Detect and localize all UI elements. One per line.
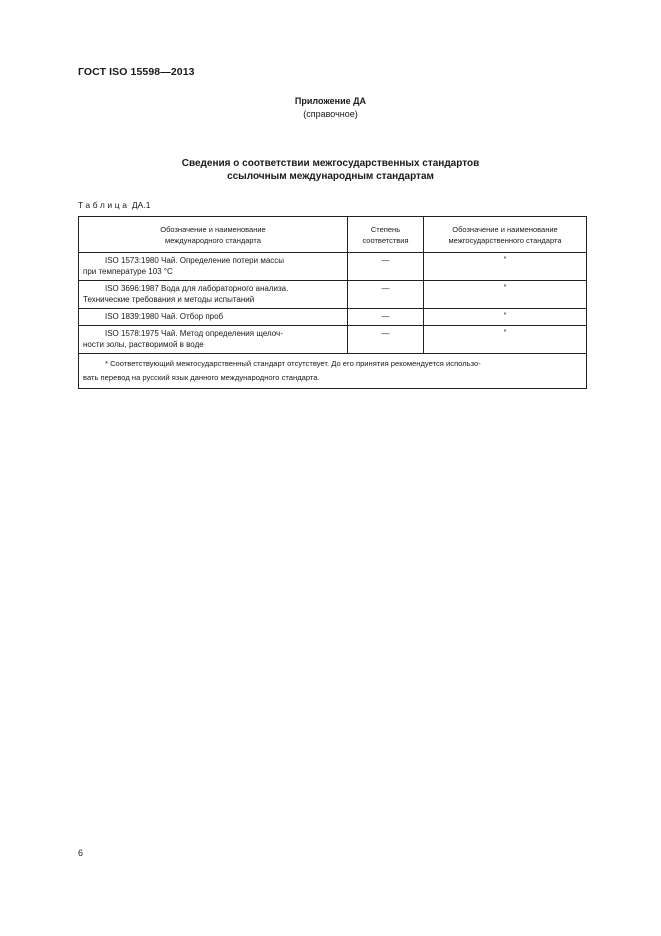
table-row <box>79 253 587 281</box>
degree-cell: — <box>348 281 424 309</box>
degree-cell: — <box>348 253 424 281</box>
document-id: ГОСТ ISO 15598—2013 <box>78 66 195 78</box>
interstate-standard-cell: * <box>424 281 587 309</box>
header-international-standard: Обозначение и наименование международного стандарта <box>79 217 348 253</box>
page-number: 6 <box>78 848 84 858</box>
table-footnote-row <box>79 354 587 389</box>
table-row <box>79 281 587 309</box>
international-standard-cell: ISO 1578:1975 Чай. Метод определения щелоч- ности золы, растворимой в воде <box>79 326 348 354</box>
annex-title: Приложение ДА <box>294 96 367 106</box>
table-caption-word: Таблица <box>78 200 130 210</box>
header-degree-of-conformity: Степень соответствия <box>348 217 424 253</box>
degree-cell: — <box>348 326 424 354</box>
standards-correspondence-table <box>78 216 587 389</box>
section-heading-line-2: ссылочным международным стандартам <box>227 171 434 182</box>
international-standard-cell: ISO 1573:1980 Чай. Определение потери массы при температуре 103 °С <box>79 253 348 281</box>
interstate-standard-cell: * <box>424 253 587 281</box>
international-standard-cell: ISO 1839:1980 Чай. Отбор проб <box>79 309 348 326</box>
annex-subtitle: (справочное) <box>303 109 358 119</box>
table-footnote <box>79 354 587 389</box>
table-header-row <box>79 217 587 253</box>
header-interstate-standard: Обозначение и наименование межгосударственного стандарта <box>424 217 587 253</box>
table-row <box>79 309 587 326</box>
international-standard-cell: ISO 3696:1987 Вода для лабораторного анализа. Технические требования и методы испытаний <box>79 281 348 309</box>
interstate-standard-cell: * <box>424 309 587 326</box>
degree-cell: — <box>348 309 424 326</box>
table-caption <box>78 200 150 210</box>
footnote-line-2: вать перевод на русский язык данного международного стандарта. <box>83 373 320 382</box>
table-row <box>79 326 587 354</box>
table-caption-number: ДА.1 <box>131 200 151 210</box>
interstate-standard-cell: * <box>424 326 587 354</box>
footnote-line-1: * Соответствующий межгосударственный стандарт отсутствует. До его принятия рекомендуется использо- <box>105 359 481 368</box>
section-heading-line-1: Сведения о соответствии межгосударственных стандартов <box>181 158 480 169</box>
